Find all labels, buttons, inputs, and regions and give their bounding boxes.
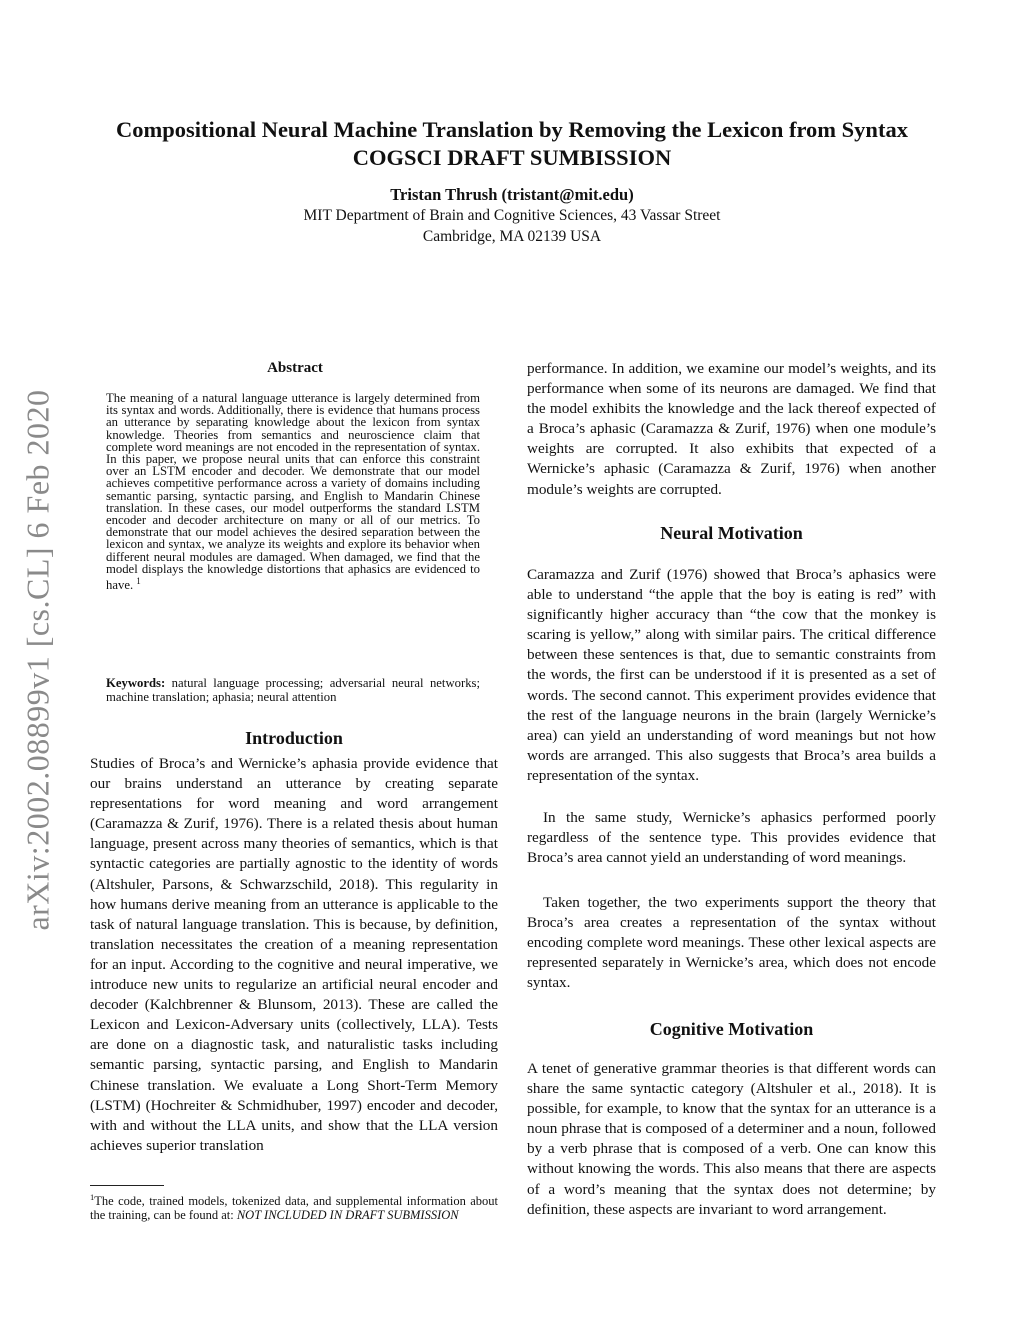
footnote-mark: 1 (90, 1192, 95, 1202)
footnote-divider (90, 1185, 164, 1186)
cognitive-motivation-heading: Cognitive Motivation (649, 1019, 814, 1039)
affiliation-line-2: Cambridge, MA 02139 USA (422, 228, 602, 245)
abstract-heading: Abstract (267, 360, 323, 376)
introduction-paragraph: Studies of Broca’s and Wernicke’s aphasia provide evidence that our brains understand an utterance by creating separate representations for word meaning and word arrangement (Caramazza & Zurif, 1976). There is a related thesis about human language, present across many theories of semantics, which is that syntactic categories are partially agnostic to the identity of words (Altshuler, Parsons, & Schwarzschild, 2018). This regularity in how humans derive meaning from an utterance is applicable to the task of natural language translation. This is because, by definition, translation necessitates the creation of a meaning representation for an input. According to the cognitive and neural imperative, we introduce new units to regularize an artificial neural encoder and decoder (Kalchbrenner & Blunsom, 2013). These are called the Lexicon and Lexicon-Adversary units (collectively, LLA). Tests are done on a diagnostic task, and naturalistic tasks including semantic parsing, syntactic parsing, and English to Mandarin Chinese translation. We evaluate a Long Short-Term Memory (LSTM) (Hochreiter & Schmidhuber, 1997) encoder and decoder, with and without the LLA units, and show that the LLA version achieves superior translation (90, 755, 498, 1154)
neural-motivation-paragraph-1: Caramazza and Zurif (1976) showed that Broca’s aphasics were able to understand “the apple that the boy is eating is red” with significantly higher accuracy than “the cow that the monkey is scaring is yellow,” along with similar pairs. The critical difference between these sentences is that, due to semantic constraints from the words, the first can be understood if it is presented as a set of words. The second cannot. This experiment provides evidence that the rest of the language neurons in the brain (largely Wernicke’s area) can yield an understanding of word meanings but not how words are arranged. This also suggests that Broca’s area builds a representation of the syntax. (527, 566, 936, 784)
abstract-text: The meaning of a natural language utterance is largely determined from its syntax and words. Additionally, there is evidence that humans process an utterance by separating knowledge about the lexicon from syntax knowledge. Theories from semantics and neuroscience claim that complete word meanings are not encoded in the representation of syntax. In this paper, we propose neural units that can enforce this constraint over an LSTM encoder and decoder. We demonstrate that our model achieves competitive performance across a variety of domains including semantic parsing, syntactic parsing, and English to Mandarin Chinese translation. In these cases, our model outperforms the standard LSTM encoder and decoder architecture on many or all of our metrics. To demonstrate that our model achieves the desired separation between the lexicon and syntax, we analyze its weights and explore its behavior when different neural modules are damaged. When damaged, we find that the model displays the knowledge distortions that aphasics are evidenced to have. (106, 391, 480, 593)
keywords (106, 676, 480, 704)
neural-motivation-heading: Neural Motivation (660, 523, 803, 543)
arxiv-sidebar-stamp (8, 360, 68, 960)
abstract-footnote-mark: 1 (136, 576, 141, 587)
keywords-text: natural language processing; adversarial neural networks; machine translation; aphasia; neural attention (106, 676, 480, 704)
footnote-text: The code, trained models, tokenized data, and supplemental information about the training, can be found at: (90, 1194, 498, 1223)
arxiv-identifier: arXiv:2002.08899v1 [cs.CL] 6 Feb 2020 (19, 389, 56, 931)
neural-motivation-paragraph-2: In the same study, Wernicke’s aphasics performed poorly regardless of the sentence type. This provides evidence that Broca’s area cannot yield an understanding of word meanings. (527, 809, 936, 867)
paper-subtitle: COGSCI DRAFT SUMBISSION (352, 145, 672, 170)
neural-motivation-paragraph-3: Taken together, the two experiments support the theory that Broca’s area creates a representation of the syntax without encoding complete word meanings. These other lexical aspects are represented separately in Wernicke’s area, which does not encode syntax. (527, 894, 936, 992)
affiliation-line-1: MIT Department of Brain and Cognitive Sciences, 43 Vassar Street (303, 207, 721, 224)
footnote-italic-text: NOT INCLUDED IN DRAFT SUBMISSION (236, 1208, 459, 1223)
footnote (90, 1190, 498, 1222)
cognitive-motivation-paragraph: A tenet of generative grammar theories is that different words can share the same syntactic category (Altshuler et al., 2018). It is possible, for example, to know that the syntax for an utterance is a noun phrase that is composed of a determiner and a noun, followed by a verb phrase that is composed of a verb. One can know this without knowing the words. This also means that there are aspects of a word’s meaning that the syntax does not determine; by definition, these aspects are invariant to word arrangement. (527, 1060, 936, 1218)
introduction-heading: Introduction (245, 728, 343, 748)
author-line: Tristan Thrush (tristant@mit.edu) (390, 185, 634, 204)
paper-title: Compositional Neural Machine Translation by Removing the Lexicon from Syntax (116, 117, 908, 142)
keywords-label: Keywords: (106, 676, 166, 690)
introduction-continued-paragraph: performance. In addition, we examine our model’s weights, and its performance when some of its neurons are damaged. We find that the model exhibits the knowledge and the lack thereof expected of a Broca’s aphasic (Caramazza & Zurif, 1976) when one module’s weights are corrupted. It also exhibits that expected of a Wernicke’s aphasic (Caramazza & Zurif, 1976) when another module’s weights are corrupted. (527, 360, 936, 498)
abstract-body (106, 392, 480, 591)
